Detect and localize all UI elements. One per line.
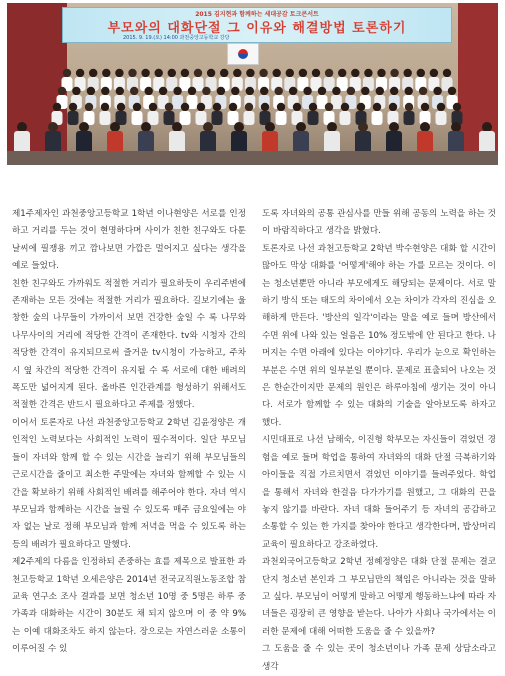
paragraph: 이어서 토론자로 나선 과천중앙고등학교 2학년 김윤정양은 개인적인 노력보다는 사회적인 노력이 필수적이다. 일단 부모님들이 자녀와 함께 할 수 있는 시간을 늘리기 위해 부모님들의 근로시간을 줄이고 최소한 주말에는 자녀와 함께할 수 있는 시간을 확보하기 위해 사회적인 배려를 해주어야 한다. 자녀 역시 부모님과 함께하는 시간을 늘릴 수 있도록 매주 금요일에는 야자 없는 날로 정해 부모님과 함께 저녁을 먹을 수 있도록 하는 등의 배려가 필요하다고 말했다.: [12, 417, 246, 550]
person-head: [117, 103, 125, 111]
paragraph: 과천외국어고등학교 2학년 정혜정양은 대화 단절 문제는 결코 단지 청소년 본인과 그 부모님만의 책임은 아니라는 것을 말하고 싶다. 부모님이 어떻게 말하고 어떻게 행동하느냐에 따라 자녀들은 굉장히 큰 영향을 받는다. 나아가 사회나 국가에서는 이러한 문제에 대해 어떠한 도움을 줄 수 있을까?: [262, 557, 496, 637]
person-head: [299, 69, 307, 77]
person-head: [115, 69, 123, 77]
person-body: [436, 111, 447, 125]
person-head: [194, 69, 202, 77]
person-head: [376, 87, 384, 95]
person-body: [164, 111, 175, 125]
person-head: [207, 69, 215, 77]
person-head: [173, 87, 181, 95]
person-head: [417, 69, 425, 77]
person-head: [116, 87, 124, 95]
person-head: [327, 122, 337, 132]
article-column-left: [12, 206, 246, 659]
person-head: [202, 87, 210, 95]
person-head: [261, 103, 269, 111]
person-head: [303, 87, 311, 95]
person-head: [72, 87, 80, 95]
person-head: [358, 122, 368, 132]
person-head: [101, 103, 109, 111]
paragraph: 제2주제의 다름을 인정하되 존중하는 효를 제목으로 발표한 과천고등학교 1학년 오세은양은 2014년 전국교직원노동조합 참교육 연구소 조사 결과를 보면 청소년 10명 중 5명은 하루 중 가족과 대화하는 시간이 30분도 채 되지 않으며 이 중 약 9%는 이예 대화조차도 하지 않는다. 장으로는 자연스러운 소통이 이루어질 수 있: [12, 557, 246, 655]
person-head: [141, 122, 151, 132]
person-head: [58, 87, 66, 95]
person-head: [197, 103, 205, 111]
paragraph: 토론자로 나선 과천고등학교 2학년 박수현양은 대화 할 시간이 많아도 막상 대화를 '어떻게'해야 하는 가를 모르는 것이다. 이는 청소년뿐만 아니라 부모에게도 해당되는 문제이다. 서로 말하기 방식 또는 태도의 차이에서 오는 차이가 각자의 진심을 오해하게 만든다. '방산의 일각'이라는 말을 예로 들며 방산에서 수면 위에 나와 있는 얼음은 10% 정도밖에 안 된다고 한다. 나머지는 수면 아래에 있다는 이야기다. 우리가 눈으로 확인하는 부분은 수면 위의 일부분일 뿐이다. 문제로 표출되어 나오는 것은 한순간이지만 문제의 원인은 하루아침에 생기는 것이 아니다. 서로가 함께할 수 있는 대화의 기술을 알아보도록 하자고 했다.: [262, 243, 496, 428]
person-head: [79, 122, 89, 132]
paragraph: 시민대표로 나선 남해숙, 이진형 학부모는 자신들이 겪었던 경험을 예로 들며 학업을 통하여 자녀와의 대화 단절 극복하기와 아이들을 직접 가르치면서 겪었던 이야기를 들려주었다. 학업을 통해서 자녀와 한걸음 다가가기를 원했고, 그 대화의 끈을 놓지 않기를 바란다. 자녀 대화 들어주기 등 자녀의 공감하고 소통할 수 있는 한 가지를 찾아야 한다고 생각한다며, 밥상머리 교육이 필요하다고 강조하였다.: [262, 435, 496, 550]
person-head: [159, 87, 167, 95]
person-head: [246, 87, 254, 95]
group-photo: [7, 3, 498, 165]
person-head: [17, 122, 27, 132]
person-body: [132, 111, 143, 125]
person-head: [133, 103, 141, 111]
paragraph: 제1주제자인 과천중앙고등학교 1학년 이나현양은 서로를 인정하고 거리를 두는 것이 현명하다며 사이가 친한 친구와도 다툰 날씨에 필쟁용 끼고 깜나보면 가깝은 멀어지고 싶다는 생각을 예로 들었다.: [12, 209, 246, 272]
person-head: [188, 87, 196, 95]
person-head: [217, 87, 225, 95]
person-head: [405, 103, 413, 111]
person-head: [168, 69, 176, 77]
person-head: [361, 87, 369, 95]
person-head: [389, 122, 399, 132]
person-head: [318, 87, 326, 95]
person-head: [443, 69, 451, 77]
person-head: [87, 87, 95, 95]
person-head: [377, 69, 385, 77]
person-body: [100, 111, 111, 125]
person-head: [373, 103, 381, 111]
person-head: [332, 87, 340, 95]
person-head: [451, 122, 461, 132]
person-head: [296, 122, 306, 132]
person-head: [453, 103, 461, 111]
person-head: [312, 69, 320, 77]
person-head: [389, 103, 397, 111]
person-head: [53, 103, 61, 111]
banner-subtext: 2015. 9. 19.(토) 14:00 과천중앙고등학교 강당: [123, 35, 230, 41]
person-head: [404, 69, 412, 77]
person-head: [289, 87, 297, 95]
person-head: [286, 69, 294, 77]
person-head: [351, 69, 359, 77]
person-head: [260, 87, 268, 95]
person-head: [246, 69, 254, 77]
person-head: [338, 69, 346, 77]
person-head: [430, 69, 438, 77]
person-head: [390, 87, 398, 95]
person-head: [172, 122, 182, 132]
person-head: [229, 103, 237, 111]
paragraph: 친한 친구와도 가까워도 적절한 거리가 필요하듯이 우리주변에 존재하는 모든 것에는 적절한 거리가 필요하다. 길보기에는 울창한 숲의 나무들이 가까이서 보면 건강한 숲일 수 록 나무와 나무사이의 거리에 적당한 간격이 존재한다. tv와 시청자 간의 적당한 간격이 유지되므로써 즐거운 tv시청이 가능하고, 주차 시 옆 차간의 적당한 간격이 유지될 수 록 서로에 대한 배려의 폭도만 넓어지게 된다. 올바른 인간관계를 형성하기 위해서도 적절한 간격은 반드시 필요하다고 주제를 정했다.: [12, 278, 246, 411]
person-head: [325, 69, 333, 77]
person-head: [141, 69, 149, 77]
person-head: [181, 69, 189, 77]
person-head: [231, 87, 239, 95]
person-head: [405, 87, 413, 95]
person-body: [180, 111, 191, 125]
person-head: [275, 87, 283, 95]
person-head: [76, 69, 84, 77]
person-head: [420, 122, 430, 132]
person-head: [149, 103, 157, 111]
banner-title: 부모와의 대화단절 그 이유와 해결방법 토론하기: [107, 21, 407, 36]
person-head: [48, 122, 58, 132]
person-head: [347, 87, 355, 95]
person-head: [89, 69, 97, 77]
person-head: [165, 103, 173, 111]
person-head: [213, 103, 221, 111]
person-head: [259, 69, 267, 77]
person-head: [63, 69, 71, 77]
person-head: [265, 122, 275, 132]
person-head: [220, 69, 228, 77]
person-head: [293, 103, 301, 111]
person-head: [102, 69, 110, 77]
person-head: [203, 122, 213, 132]
person-head: [482, 122, 492, 132]
person-head: [145, 87, 153, 95]
person-body: [212, 111, 223, 125]
person-head: [69, 103, 77, 111]
person-head: [273, 69, 281, 77]
person-head: [341, 103, 349, 111]
person-head: [101, 87, 109, 95]
person-body: [404, 111, 415, 125]
person-head: [390, 69, 398, 77]
person-head: [128, 69, 136, 77]
person-head: [155, 69, 163, 77]
person-head: [421, 103, 429, 111]
person-body: [244, 111, 255, 125]
person-body: [196, 111, 207, 125]
person-body: [68, 111, 79, 125]
person-head: [448, 87, 456, 95]
paragraph: 도록 자녀와의 공통 관심사를 만들 위해 공동의 노력을 하는 것이 바람직하다고 생각을 밝혔다.: [262, 209, 496, 237]
person-head: [181, 103, 189, 111]
person-body: [148, 111, 159, 125]
person-head: [309, 103, 317, 111]
person-body: [276, 111, 287, 125]
crowd-illustration: [7, 3, 498, 165]
person-body: [308, 111, 319, 125]
person-head: [364, 69, 372, 77]
person-head: [433, 87, 441, 95]
person-head: [437, 103, 445, 111]
person-head: [325, 103, 333, 111]
banner-top-text: 2015 김지현과 함께하는 세대공감 토크콘서트: [195, 11, 319, 18]
person-body: [372, 111, 383, 125]
person-head: [419, 87, 427, 95]
person-head: [130, 87, 138, 95]
person-head: [233, 69, 241, 77]
person-body: [340, 111, 351, 125]
photo-floor: [7, 151, 498, 165]
article-column-right: [262, 206, 496, 676]
person-head: [277, 103, 285, 111]
paragraph: 그 도움을 줄 수 있는 곳이 청소년이나 가족 문제 상담소라고 생각: [262, 644, 496, 672]
person-head: [85, 103, 93, 111]
person-head: [357, 103, 365, 111]
person-head: [110, 122, 120, 132]
person-head: [245, 103, 253, 111]
person-head: [234, 122, 244, 132]
